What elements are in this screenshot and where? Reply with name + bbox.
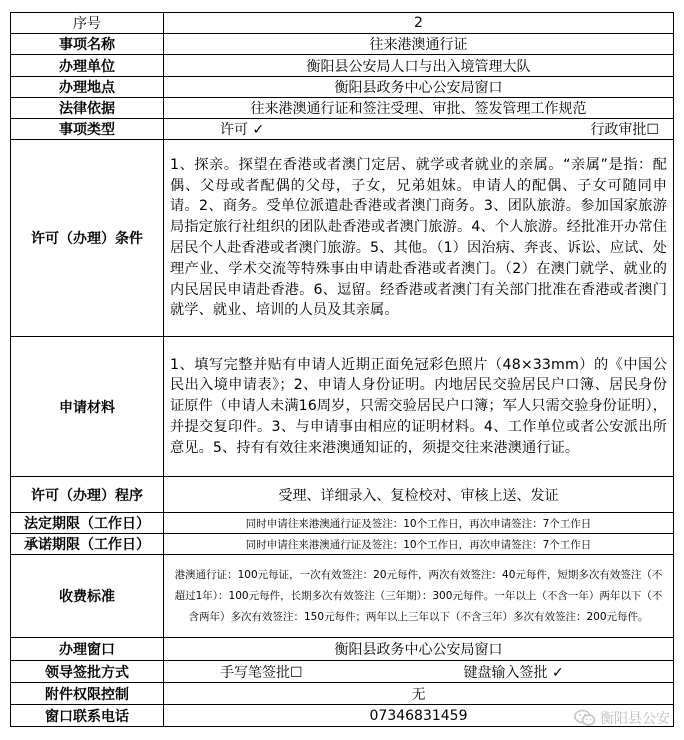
watermark-text: 衡阳县公安 [600, 711, 670, 727]
label-window: 办理窗口 [11, 638, 164, 661]
label-item-type: 事项类型 [11, 119, 164, 140]
row-item-name [11, 34, 674, 55]
label-promised-period: 承诺期限（工作日） [11, 534, 164, 555]
item-type-license-option: 许可 ✓ [220, 122, 265, 138]
value-legal-basis: 往来港澳通行证和签注受理、审批、签发管理工作规范 [164, 98, 674, 119]
label-serial: 序号 [11, 13, 164, 34]
value-sign-method [164, 661, 674, 683]
row-legal-basis [11, 98, 674, 119]
row-statutory-period [11, 513, 674, 534]
value-serial: 2 [164, 13, 674, 34]
value-fees: 港澳通行证：100元每证，一次有效签注：20元每件，两次有效签注：40元每件，短期多次有效签注（不超过1年）：100元每件，长期多次有效签注（三年期）：300元每件。一年以上（不含一年）两年以下（不含两年）多次有效签注：150元每件；两年以上三年以下（不含三年）多次有效签注：200元每件。 [164, 555, 674, 638]
label-statutory-period: 法定期限（工作日） [11, 513, 164, 534]
row-window [11, 638, 674, 661]
label-phone: 窗口联系电话 [11, 705, 164, 727]
value-attachment-control: 无 [164, 683, 674, 705]
label-sign-method: 领导签批方式 [11, 661, 164, 683]
info-table [10, 12, 674, 727]
row-conditions [11, 140, 674, 337]
wechat-icon [574, 709, 596, 727]
label-item-name: 事项名称 [11, 34, 164, 55]
value-statutory-period: 同时申请往来港澳通行证及签注：10个工作日，再次申请签注：7个工作日 [164, 513, 674, 534]
value-item-name: 往来港澳通行证 [164, 34, 674, 55]
watermark [574, 708, 670, 728]
value-window: 衡阳县政务中心公安局窗口 [164, 638, 674, 661]
item-type-approval-option: 行政审批☐ [590, 122, 659, 138]
label-procedure: 许可（办理）程序 [11, 477, 164, 513]
row-sign-method [11, 661, 674, 683]
row-procedure [11, 477, 674, 513]
value-procedure: 受理、详细录入、复检校对、审核上送、发证 [164, 477, 674, 513]
label-location: 办理地点 [11, 77, 164, 98]
label-handling-unit: 办理单位 [11, 55, 164, 77]
row-location [11, 77, 674, 98]
row-attachment-control [11, 683, 674, 705]
row-serial [11, 13, 674, 34]
value-conditions: 1、探亲。探望在香港或者澳门定居、就学或者就业的亲属。“亲属”是指：配偶、父母或者配偶的父母，子女，兄弟姐妹。申请人的配偶、子女可随同申请。2、商务。受单位派遣赴香港或者澳门商务。3、团队旅游。参加国家旅游局指定旅行社组织的团队赴香港或者澳门旅游。4、个人旅游。经批准开办常住居民个人赴香港或者澳门旅游。5、其他。（1）因治病、奔丧、诉讼、应试、处理产业、学术交流等特殊事由申请赴香港或者澳门。（2）在澳门就学、就业的内民居民申请赴香港。6、逗留。经香港或者澳门有关部门批准在香港或者澳门就学、就业、培训的人员及其亲属。 [164, 140, 674, 337]
row-handling-unit [11, 55, 674, 77]
value-item-type [164, 119, 674, 140]
sign-handwrite-option: 手写笔签批☐ [220, 664, 303, 681]
sign-keyboard-option: 键盘输入签批 ✓ [463, 664, 564, 681]
value-phone: 07346831459 [164, 705, 674, 727]
label-attachment-control: 附件权限控制 [11, 683, 164, 705]
row-materials [11, 337, 674, 477]
value-location: 衡阳县政务中心公安局窗口 [164, 77, 674, 98]
label-legal-basis: 法律依据 [11, 98, 164, 119]
label-fees: 收费标准 [11, 555, 164, 638]
label-materials: 申请材料 [11, 337, 164, 477]
row-fees [11, 555, 674, 638]
value-materials: 1、填写完整并贴有申请人近期正面免冠彩色照片（48×33mm）的《中国公民出入境申请表》；2、申请人身份证明。内地居民交验居民户口簿、居民身份证原件（申请人未满16周岁，只需交验居民户口簿；军人只需交验身份证明），并提交复印件。3、与申请事由相应的证明材料。4、工作单位或者公安派出所意见。5、持有有效往来港澳通知证的，须提交往来港澳通行证。 [164, 337, 674, 477]
row-item-type [11, 119, 674, 140]
row-promised-period [11, 534, 674, 555]
value-handling-unit: 衡阳县公安局人口与出入境管理大队 [164, 55, 674, 77]
label-conditions: 许可（办理）条件 [11, 140, 164, 337]
value-promised-period: 同时申请往来港澳通行证及签注：10个工作日，再次申请签注：7个工作日 [164, 534, 674, 555]
